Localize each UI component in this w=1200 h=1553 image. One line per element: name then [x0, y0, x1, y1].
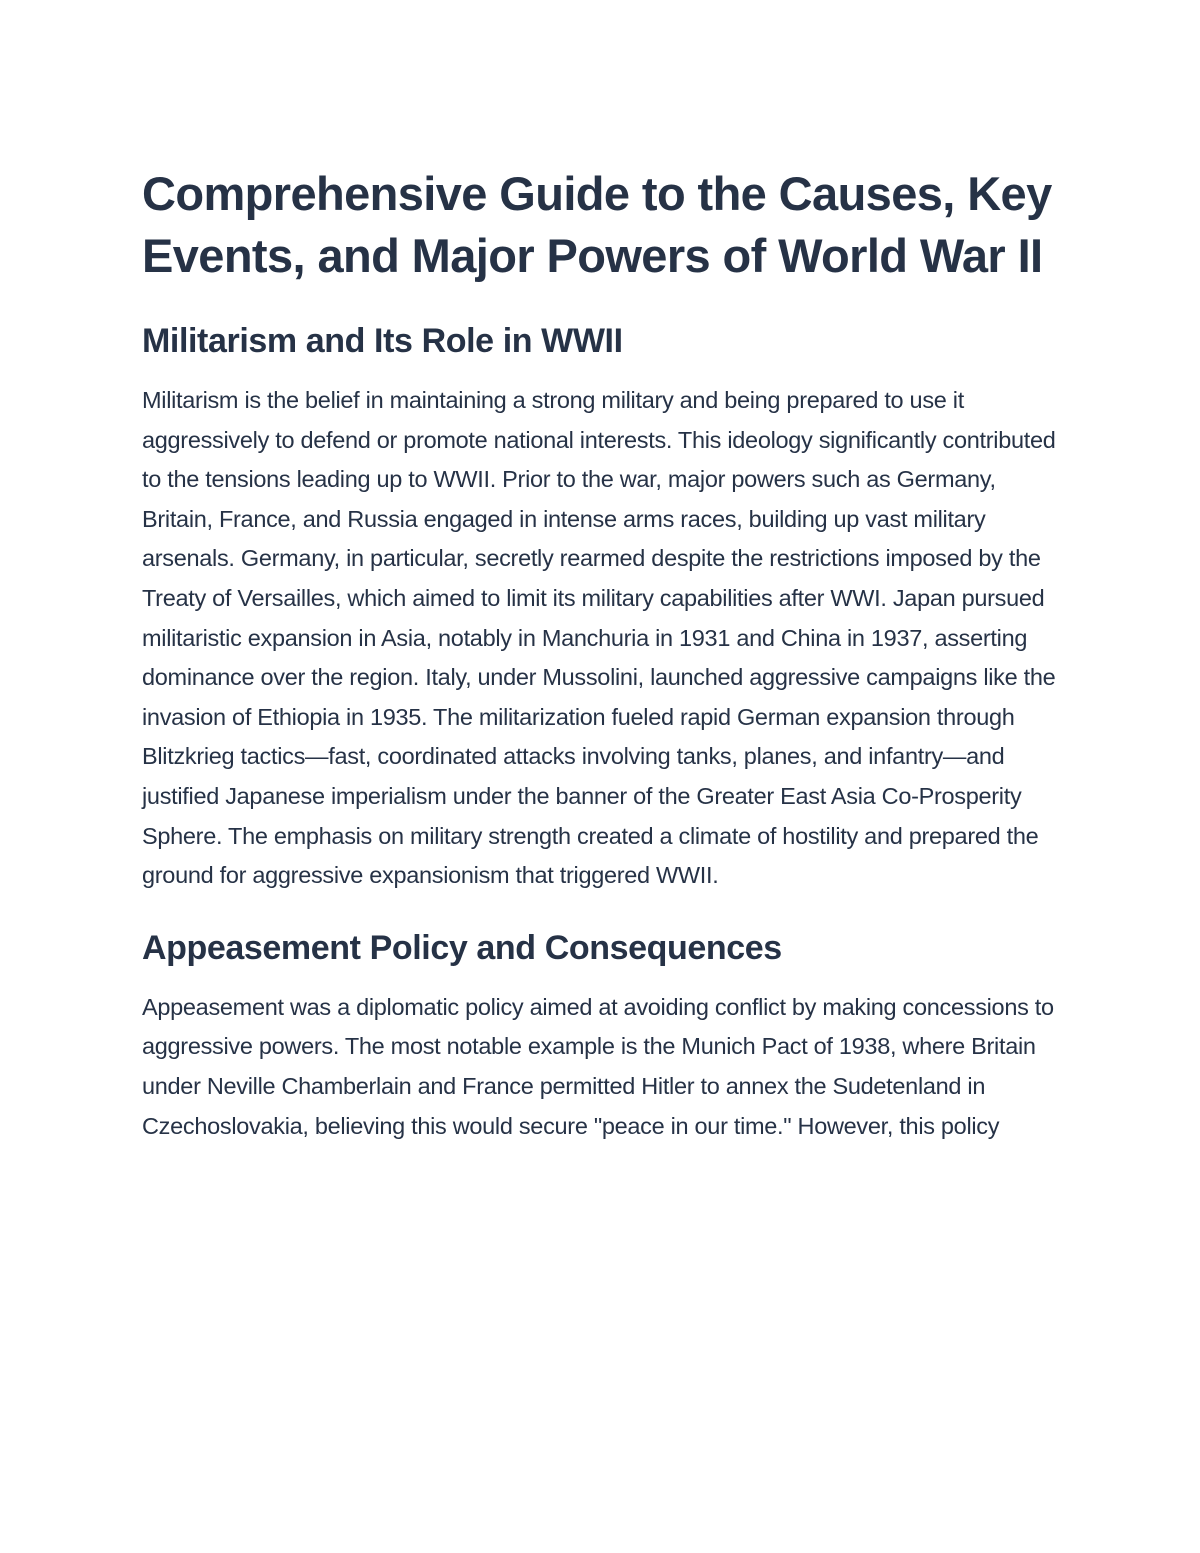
document-title: Comprehensive Guide to the Causes, Key Events, and Major Powers of World War II: [142, 167, 1052, 282]
section-heading-militarism: Militarism and Its Role in WWII: [142, 322, 623, 360]
document-page: [142, 163, 1062, 1146]
section-body-militarism: Militarism is the belief in maintaining a strong military and being prepared to use it aggressively to defend or promote national interests. This ideology significantly contributed to the tensions leading up to WWII. Prior to the war, major powers such as Germany, Britain, France, and Russia engaged in intense arms races, building up vast military arsenals. Germany, in particular, secretly rearmed despite the restrictions imposed by the Treaty of Versailles, which aimed to limit its military capabilities after WWI. Japan pursued militaristic expansion in Asia, notably in Manchuria in 1931 and China in 1937, asserting dominance over the region. Italy, under Mussolini, launched aggressive campaigns like the invasion of Ethiopia in 1935. The militarization fueled rapid German expansion through Blitzkrieg tactics—fast, coordinated attacks involving tanks, planes, and infantry—and justified Japanese imperialism under the banner of the Greater East Asia Co-Prosperity Sphere. The emphasis on military strength created a climate of hostility and prepared the ground for aggressive expansionism that triggered WWII.: [142, 387, 1056, 889]
section-body-appeasement: Appeasement was a diplomatic policy aimed at avoiding conflict by making concessions to aggressive powers. The most notable example is the Munich Pact of 1938, where Britain under Neville Chamberlain and France permitted Hitler to annex the Sudetenland in Czechoslovakia, believing this would secure "peace in our time." However, this policy: [142, 993, 1054, 1139]
section-heading-appeasement: Appeasement Policy and Consequences: [142, 928, 782, 967]
